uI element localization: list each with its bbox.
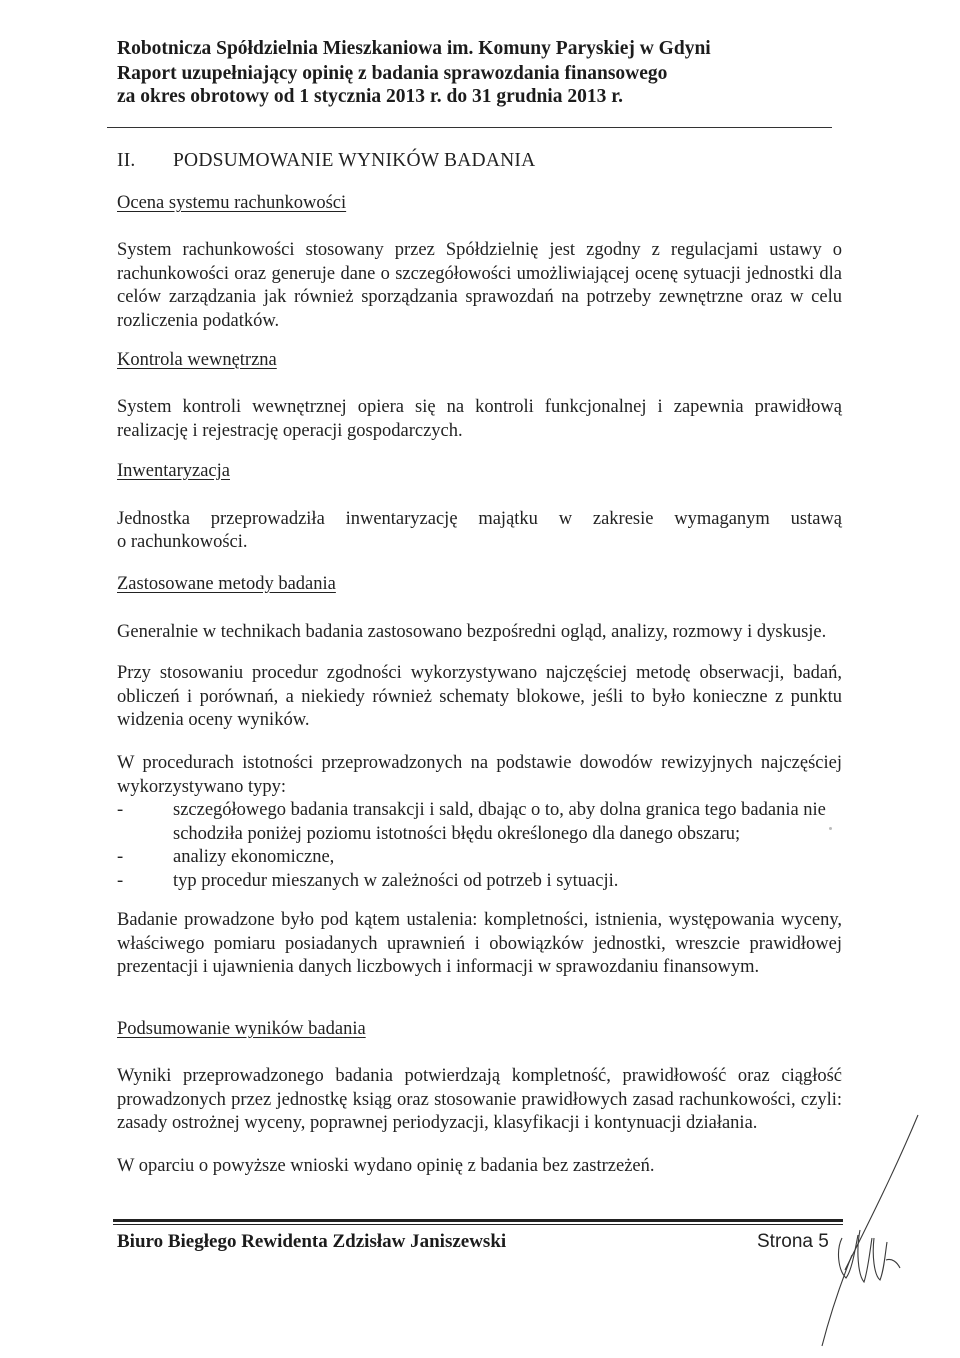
methods-list — [117, 799, 842, 893]
heading-inwentaryzacja: Inwentaryzacja — [117, 461, 230, 481]
section-title — [117, 150, 535, 172]
paragraph-kontrola: System kontroli wewnętrznej opiera się na kontroli funkcjonalnej i zapewnia prawidłową realizację i rejestrację operacji gospodarczych. — [117, 397, 842, 441]
header-divider — [107, 127, 832, 128]
handwritten-signature — [800, 1110, 930, 1350]
bullet-dash: - — [117, 847, 124, 867]
header-line-3: za okres obrotowy od 1 stycznia 2013 r. do 31 grudnia 2013 r. — [117, 86, 623, 107]
paragraph-metody-1: Generalnie w technikach badania zastosowano bezpośredni ogląd, analizy, rozmowy i dyskusje. — [117, 622, 827, 642]
section-number: II. — [117, 150, 136, 171]
heading-ocena: Ocena systemu rachunkowości — [117, 193, 347, 213]
heading-podsumowanie: Podsumowanie wyników badania — [117, 1019, 366, 1039]
list-item-text: analizy ekonomiczne, — [173, 847, 335, 867]
paragraph-metody-2: Przy stosowaniu procedur zgodności wykorzystywano najczęściej metodę obserwacji, badań, obliczeń i porównań, a niekiedy również schematy blokowe, jeśli to było konieczne z punktu widzenia oceny wyników. — [117, 663, 842, 730]
paragraph-inwentaryzacja-line1: Jednostka przeprowadziła inwentaryzację majątku w zakresie wymaganym ustawą — [117, 509, 842, 529]
footer-auditor-name: Biuro Biegłego Rewidenta Zdzisław Janiszewski — [117, 1231, 507, 1252]
bullet-dash: - — [117, 800, 124, 820]
paragraph-metody-4: Badanie prowadzone było pod kątem ustalenia: kompletności, istnienia, występowania wyceny, właściwego pomiaru posiadanych uprawnień i obowiązków jednostki, wreszcie prawidłowej prezentacji i ujawnienia danych liczbowych i informacji w sprawozdaniu finansowym. — [117, 910, 842, 977]
heading-kontrola: Kontrola wewnętrzna — [117, 350, 277, 370]
paragraph-podsumowanie-1: Wyniki przeprowadzonego badania potwierdzają kompletność, prawidłowość oraz ciągłość prowadzonych przez jednostkę ksiąg oraz stosowanie prawidłowych zasad rachunkowości, czyli: zasady ostrożnej wyceny, poprawnej periodyzacji, klasyfikacji i kontynuacji działania. — [117, 1066, 842, 1133]
scan-speck — [829, 827, 832, 830]
page-number: Strona 5 — [757, 1231, 829, 1252]
section-heading: PODSUMOWANIE WYNIKÓW BADANIA — [173, 150, 536, 171]
footer-divider-thin — [113, 1224, 843, 1225]
list-item — [117, 846, 842, 870]
heading-metody: Zastosowane metody badania — [117, 574, 336, 594]
header-line-1: Robotnicza Spółdzielnia Mieszkaniowa im. Komuny Paryskiej w Gdyni — [117, 38, 711, 59]
paragraph-metody-3: W procedurach istotności przeprowadzonych na podstawie dowodów rewizyjnych najczęściej wykorzystywano typy: — [117, 753, 842, 797]
list-item — [117, 870, 842, 894]
header-line-2: Raport uzupełniający opinię z badania sprawozdania finansowego — [117, 63, 668, 84]
paragraph-inwentaryzacja-line2: o rachunkowości. — [117, 532, 248, 552]
bullet-dash: - — [117, 870, 124, 891]
footer-divider-thick — [113, 1219, 843, 1222]
list-item — [117, 799, 842, 846]
list-item-text: typ procedur mieszanych w zależności od potrzeb i sytuacji. — [173, 870, 619, 891]
list-item-text: szczegółowego badania transakcji i sald, dbając o to, aby dolna granica tego badania nie schodziła poniżej poziomu istotności błędu określonego dla danego obszaru; — [173, 800, 826, 844]
paragraph-podsumowanie-2: W oparciu o powyższe wnioski wydano opinię z badania bez zastrzeżeń. — [117, 1156, 655, 1176]
paragraph-ocena: System rachunkowości stosowany przez Spółdzielnię jest zgodny z regulacjami ustawy o rachunkowości oraz generuje dane o szczegółowości umożliwiającej ocenę sytuacji jednostki dla celów zarządzania jak również sporządzania sprawozdań na potrzeby zewnętrzne oraz w celu rozliczenia podatków. — [117, 240, 842, 331]
